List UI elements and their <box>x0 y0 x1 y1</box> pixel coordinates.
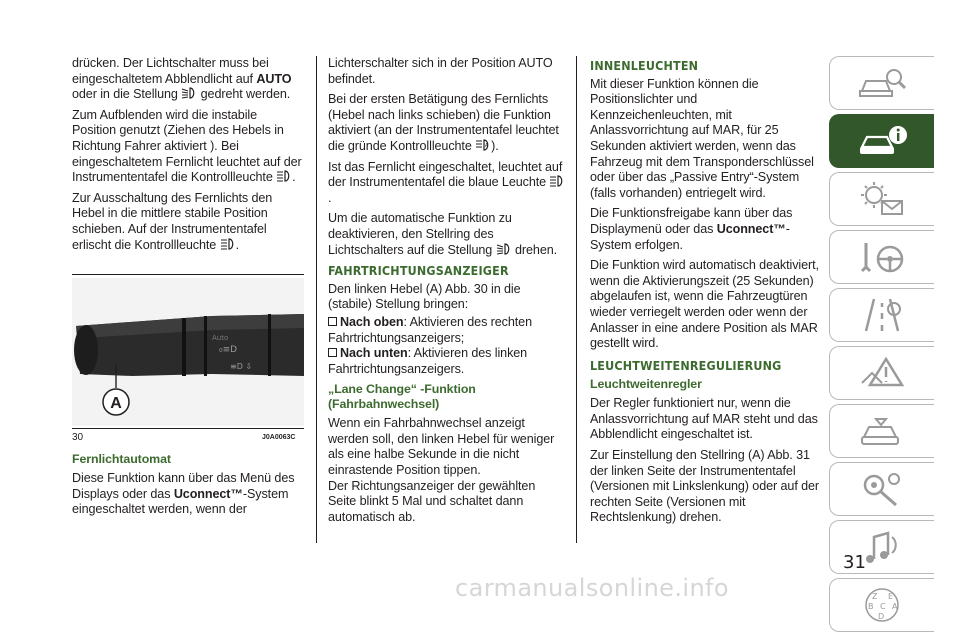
heading-leuchtweitenregler: Leuchtweitenregler <box>590 377 702 392</box>
driving-road-icon <box>856 295 908 335</box>
figure-callout-a: A <box>110 395 122 412</box>
car-search-icon <box>856 63 908 103</box>
column-1-bottom <box>72 448 304 523</box>
emergency-triangle-icon <box>856 353 908 393</box>
section-innenleuchten: INNENLEUCHTEN <box>590 58 699 73</box>
low-beam-lamp-icon <box>181 87 197 99</box>
svg-text:≡D ⇩: ≡D ⇩ <box>230 362 253 371</box>
tab-maintenance[interactable] <box>829 404 934 458</box>
figure-number: 30 <box>72 432 84 443</box>
text: . <box>235 237 240 252</box>
paragraph-blue-lamp <box>328 160 566 207</box>
paragraph-low-beam <box>72 56 304 103</box>
text: oder in die Stellung <box>72 87 182 102</box>
tab-emergency[interactable] <box>829 346 934 400</box>
text: Die Funktionsfreigabe kann über das Displaymenü oder das <box>590 206 793 236</box>
column-2 <box>328 56 566 530</box>
bullet-square-icon <box>328 317 337 326</box>
paragraph-regler-2: Zur Einstellung den Stellring (A) Abb. 31 der linken Seite der Instrumententafel (Versionen mit Linkslenkung) oder auf der rechten Seite (Versionen mit Rechtslenkung) drehen. <box>590 448 820 525</box>
column-divider-2 <box>576 56 577 543</box>
paragraph-innen-1: Mit dieser Funktion können die Positionslichter und Kennzeichenleuchten, mit Anlassvorrichtung auf MAR, für 25 Sekunden aktiviert werden, wenn das Fahrzeug mit dem Transponderschlüssel oder über das „Passive Entry“-System (falls vorhanden) entriegelt wird. <box>590 76 814 200</box>
bullet-up <box>328 315 566 346</box>
text: gedreht werden. <box>197 87 291 102</box>
technical-data-icon <box>856 469 908 509</box>
index-letter: Z <box>872 592 878 601</box>
high-beam-lamp-icon <box>549 175 565 187</box>
text: -System eingeschaltet werden, wenn der <box>72 486 289 517</box>
alphabetical-index-icon <box>856 585 908 625</box>
paragraph-blink: Der Richtungsanzeiger der gewählten Seite blinkt 5 Mal und schaltet dann automatisch ab. <box>328 478 536 524</box>
index-letter: A <box>892 602 898 611</box>
tab-warning-lights[interactable] <box>829 172 934 226</box>
text: Zum Aufblenden wird die instabile Position genutzt (Ziehen des Hebels in Richtung Fahrer aktiviert ). Bei eingeschaltetem Fernlicht leuchtet auf der Instrumententafel die Kontrollleuchte <box>72 107 302 185</box>
tab-car-info[interactable] <box>829 114 934 168</box>
paragraph-regler-1: Der Regler funktioniert nur, wenn die Anlassvorrichtung auf MAR steht und das Abblendlicht eingeschaltet ist. <box>590 396 818 442</box>
text: Bei der ersten Betätigung des Fernlichts (Hebel nach links schieben) die Funktion aktiviert (an der Instrumententafel leuchtet die gründe Kontrollleuchte <box>328 92 559 153</box>
text: drücken. Der Lichtschalter muss bei eingeschaltetem Abblendlicht auf <box>72 56 269 86</box>
text: ). <box>491 138 499 153</box>
text: -System erfolgen. <box>590 221 790 252</box>
text: : Aktivieren des linken Fahrtrichtungsanzeigers. <box>328 346 528 376</box>
paragraph-deactivate <box>328 211 566 258</box>
figure-bottom-rule <box>72 428 304 429</box>
tab-car-search[interactable] <box>829 56 934 110</box>
text: Um die automatische Funktion zu deaktivieren, den Stellring des Lichtschalters auf die Stellung <box>328 211 512 257</box>
text: drehen. <box>511 242 558 257</box>
paragraph-lane-change: Wenn ein Fahrbahnwechsel anzeigt werden soll, den linken Hebel für weniger als eine halbe Sekunde in die nicht einrastende Position tippen. <box>328 416 555 478</box>
high-beam-lamp-icon <box>220 238 236 250</box>
car-info-icon <box>856 121 908 161</box>
auto-high-beam-lamp-icon <box>475 139 491 151</box>
index-letter: E <box>888 592 894 601</box>
figure-code: J0A0063C <box>262 434 296 441</box>
paragraph-auto-position: Lichterschalter sich in der Position AUTO befindet. <box>328 56 553 86</box>
text: Ist das Fernlicht eingeschaltet, leuchtet auf der Instrumententafel die blaue Leuchte <box>328 159 563 190</box>
heading-lane-change: „Lane Change“ -Funktion (Fahrbahnwechsel) <box>328 382 476 412</box>
svg-text:₀≡D: ₀≡D <box>219 345 238 355</box>
paragraph-high-beam-on <box>72 108 304 186</box>
text: . <box>328 190 332 205</box>
chapter-tabs <box>829 56 934 636</box>
tab-technical-data[interactable] <box>829 462 934 516</box>
tab-alphabetical-index[interactable] <box>829 578 934 632</box>
low-beam-lamp-icon <box>496 243 512 255</box>
tab-driving[interactable] <box>829 288 934 342</box>
text: Diese Funktion kann über das Menü des Displays oder das <box>72 471 295 501</box>
bold-text: Nach oben <box>340 314 404 329</box>
paragraph-innen-2 <box>590 206 822 253</box>
figure-top-rule <box>72 274 304 275</box>
bold-text: Uconnect™ <box>716 221 786 236</box>
bold-text: Uconnect™ <box>173 486 243 501</box>
bullet-square-icon <box>328 348 337 357</box>
page-number: 31 <box>843 552 866 573</box>
paragraph-innen-3: Die Funktion wird automatisch deaktiviert, wenn die Aktivierungszeit (25 Sekunden) abgelaufen ist, wenn die Fahrzeugtüren wieder verriegelt werden oder wenn der Anlasser in eine andere Position als MAR gestellt wird. <box>590 258 819 351</box>
paragraph-fernlichtautomat <box>72 471 304 518</box>
paragraph-first-activation <box>328 92 566 154</box>
safety-steering-icon <box>856 237 908 277</box>
svg-text:A: A <box>485 142 489 149</box>
maintenance-car-icon <box>856 411 908 451</box>
tab-safety[interactable] <box>829 230 934 284</box>
column-3 <box>590 56 822 531</box>
figure-stalk-photo <box>72 278 304 426</box>
column-1 <box>72 56 304 258</box>
svg-text:Auto: Auto <box>212 334 229 342</box>
column-divider-1 <box>316 56 317 543</box>
section-leuchtweitenregulierung: LEUCHTWEITENREGULIERUNG <box>590 357 782 373</box>
text: Zur Ausschaltung des Fernlichts den Hebel in die mittlere stabile Position schieben. Auf der Instrumententafel erlischt die Kontrollleuchte <box>72 190 273 252</box>
index-letter: D <box>878 612 885 621</box>
paragraph-high-beam-off <box>72 191 304 253</box>
watermark: carmanualsonline.info <box>455 574 729 602</box>
text: . <box>292 170 296 185</box>
warning-lights-icon <box>856 179 908 219</box>
index-letter: C <box>880 602 886 611</box>
paragraph-lever: Den linken Hebel (A) Abb. 30 in die (stabile) Stellung bringen: <box>328 281 521 312</box>
high-beam-lamp-icon <box>276 170 292 182</box>
bold-text: AUTO <box>256 71 292 86</box>
section-fahrtrichtungsanzeiger: FAHRTRICHTUNGSANZEIGER <box>328 263 509 279</box>
index-letter: B <box>868 602 874 611</box>
bullet-down <box>328 346 566 377</box>
text: : Aktivieren des rechten Fahrtrichtungsanzeigers; <box>328 314 532 345</box>
heading-fernlichtautomat: Fernlichtautomat <box>72 452 171 466</box>
bold-text: Nach unten <box>340 346 408 361</box>
